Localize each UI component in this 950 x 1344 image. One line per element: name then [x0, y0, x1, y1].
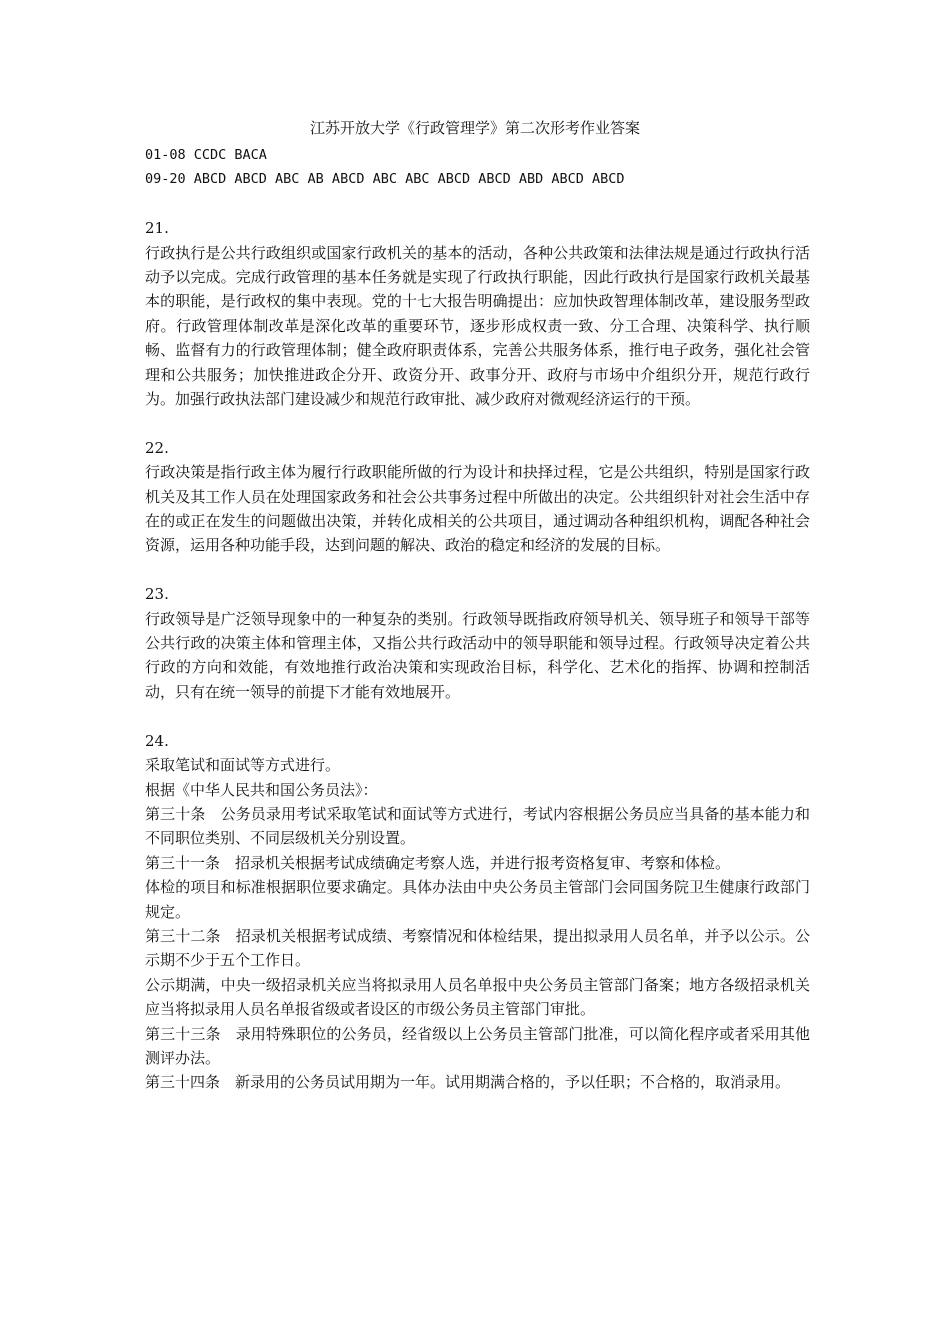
spacer — [145, 558, 810, 582]
article-33: 第三十三条 录用特殊职位的公务员，经省级以上公务员主管部门批准，可以简化程序或者采用其他测评办法。 — [145, 1024, 810, 1067]
question-23-answer: 行政领导是广泛领导现象中的一种复杂的类别。行政领导既指政府领导机关、领导班子和领导干部等公共行政的决策主体和管理主体，又指公共行政活动中的领导职能和领导过程。行政领导决定着公共行政的方向和效能，有效地推行政治决策和实现政治目标，科学化、艺术化的指挥、协调和控制活动，只有在统一领导的前提下才能有效地展开。 — [145, 609, 810, 701]
question-21-number: 21. — [145, 219, 169, 238]
question-21-answer: 行政执行是公共行政组织或国家行政机关的基本的活动，各种公共政策和法律法规是通过行政执行活动予以完成。完成行政管理的基本任务就是实现了行政执行职能，因此行政执行是国家行政机关最基本的职能，是行政权的集中表现。党的十七大报告明确提出：应加快政智理体制改革，建设服务型政府。行政管理体制改革是深化改革的重要环节，逐步形成权责一致、分工合理、决策科学、执行顺畅、监督有力的行政管理体制；健全政府职责体系，完善公共服务体系，推行电子政务，强化社会管理和公共服务；加快推进政企分开、政资分开、政事分开、政府与市场中介组织分开，规范行政行为。加强行政执法部门建设减少和规范行政审批、减少政府对微观经济运行的干预。 — [145, 243, 810, 409]
question-24-intro: 采取笔试和面试等方式进行。 — [145, 756, 341, 775]
spacer — [145, 411, 810, 435]
question-22-number: 22. — [145, 438, 169, 457]
spacer — [145, 192, 810, 216]
article-30: 第三十条 公务员录用考试采取笔试和面试等方式进行，考试内容根据公务员应当具备的基本能力和不同职位类别、不同层级机关分别设置。 — [145, 804, 810, 848]
article-31-continued: 体检的项目和标准根据职位要求确定。具体办法由中央公务员主管部门会同国务院卫生健康行政部门规定。 — [145, 878, 810, 921]
answers-line-2: 09-20 ABCD ABCD ABC AB ABCD ABC ABC ABCD ABCD ABD ABCD ABCD — [145, 171, 625, 188]
question-24-law-reference: 根据《中华人民共和国公务员法》： — [145, 780, 378, 799]
question-23-number: 23. — [145, 585, 169, 604]
article-32: 第三十二条 招录机关根据考试成绩、考察情况和体检结果，提出拟录用人员名单，并予以公示。公示期不少于五个工作日。 — [145, 926, 810, 970]
question-24-number: 24. — [145, 731, 169, 750]
article-31: 第三十一条 招录机关根据考试成绩确定考察人选，并进行报考资格复审、考察和体检。 — [145, 853, 731, 872]
article-32-continued: 公示期满，中央一级招录机关应当将拟录用人员名单报中央公务员主管部门备案；地方各级招录机关应当将拟录用人员名单报省级或者设区的市级公务员主管部门审批。 — [145, 975, 810, 1019]
spacer — [145, 704, 810, 728]
document-body — [145, 143, 810, 1095]
article-34: 第三十四条 新录用的公务员试用期为一年。试用期满合格的，予以任职；不合格的，取消录用。 — [145, 1073, 791, 1092]
answers-line-1: 01-08 CCDC BACA — [145, 147, 267, 163]
document-title: 江苏开放大学《行政管理学》第二次形考作业答案 — [309, 119, 640, 137]
question-22-answer: 行政决策是指行政主体为履行行政职能所做的行为设计和抉择过程，它是公共组织，特别是国家行政机关及其工作人员在处理国家政务和社会公共事务过程中所做出的决定。公共组织针对社会生活中存在的或正在发生的问题做出决策，并转化成相关的公共项目，通过调动各种组织机构，调配各种社会资源，运用各种功能手段，达到问题的解决、政治的稳定和经济的发展的目标。 — [145, 463, 810, 555]
